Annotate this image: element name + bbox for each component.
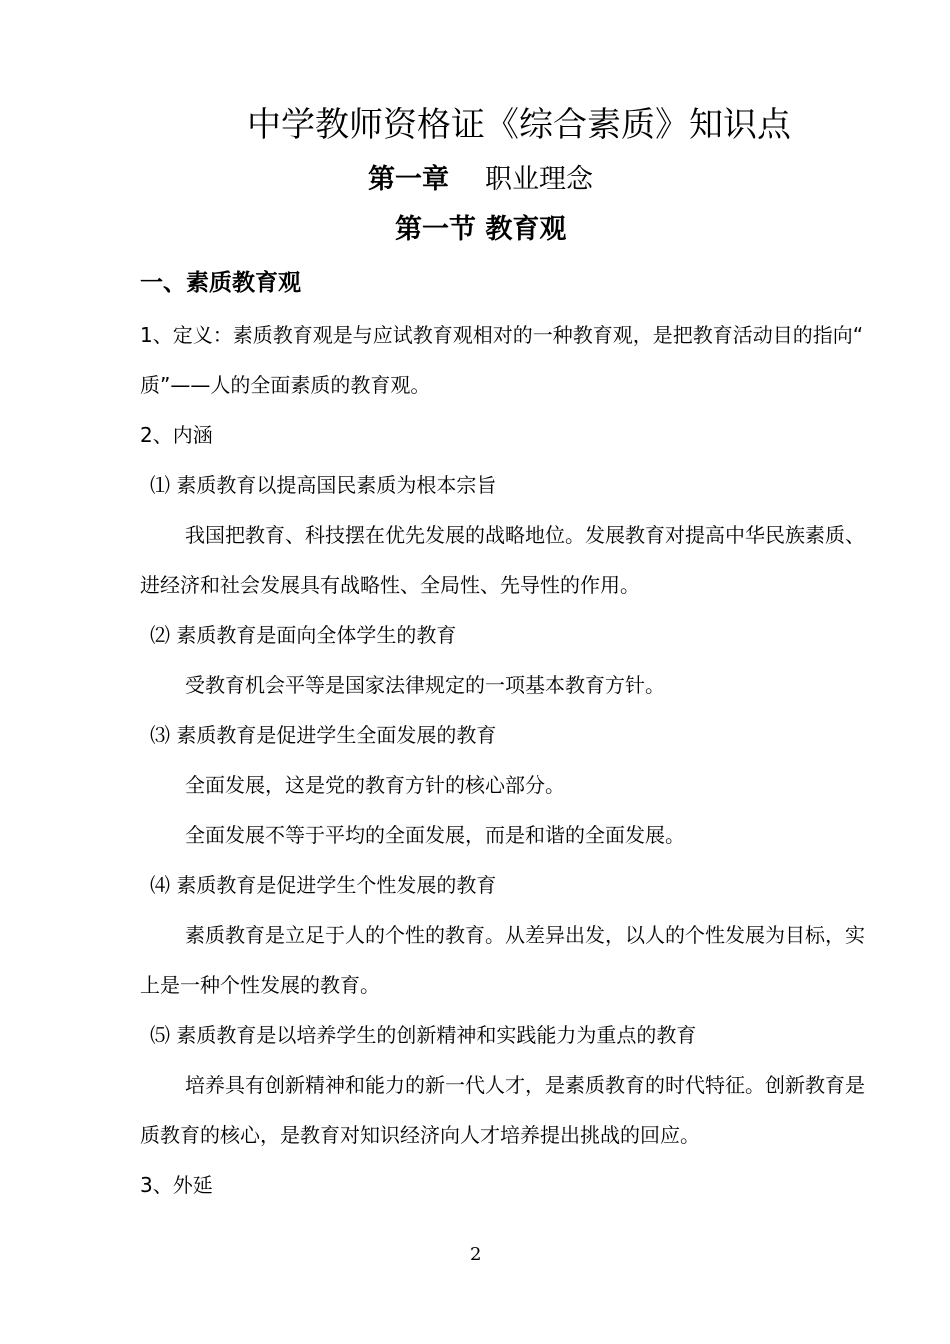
section-heading: 第一节 教育观 (395, 214, 567, 245)
paragraph-line: 我国把教育、科技摆在优先发展的战略地位。发展教育对提高中华民族素质、 (185, 523, 865, 547)
item-heading: ⑷ 素质教育是促进学生个性发展的教育 (150, 873, 497, 897)
item-heading: 3、外延 (140, 1173, 213, 1197)
paragraph-line: 全面发展，这是党的教育方针的核心部分。 (185, 773, 565, 797)
paragraph-line: 素质教育是立足于人的个性的教育。从差异出发，以人的个性发展为目标，实 (185, 923, 865, 947)
item-heading: 2、内涵 (140, 423, 213, 447)
item-heading: ⑴ 素质教育以提高国民素质为根本宗旨 (150, 473, 497, 497)
item-heading: ⑸ 素质教育是以培养学生的创新精神和实践能力为重点的教育 (150, 1023, 697, 1047)
paragraph-line: 进经济和社会发展具有战略性、全局性、先导性的作用。 (140, 573, 640, 597)
chapter-number: 第一章 (368, 164, 449, 195)
paragraph-line: 上是一种个性发展的教育。 (140, 973, 380, 997)
page-number: 2 (470, 1244, 482, 1265)
paragraph-line: 受教育机会平等是国家法律规定的一项基本教育方针。 (185, 673, 665, 697)
item-heading: ⑵ 素质教育是面向全体学生的教育 (150, 623, 457, 647)
paragraph-line: 培养具有创新精神和能力的新一代人才，是素质教育的时代特征。创新教育是 (185, 1073, 865, 1097)
document-title: 中学教师资格证《综合素质》知识点 (247, 105, 791, 145)
item-heading: ⑶ 素质教育是促进学生全面发展的教育 (150, 723, 497, 747)
chapter-heading (368, 163, 593, 197)
paragraph-line: 质”——人的全面素质的教育观。 (140, 373, 431, 397)
paragraph-line: 质教育的核心，是教育对知识经济向人才培养提出挑战的回应。 (140, 1123, 700, 1147)
paragraph-line: 1、定义：素质教育观是与应试教育观相对的一种教育观，是把教育活动目的指向“ (140, 323, 864, 347)
chapter-name: 职业理念 (485, 164, 593, 195)
paragraph-line: 全面发展不等于平均的全面发展，而是和谐的全面发展。 (185, 823, 685, 847)
subsection-heading: 一、素质教育观 (140, 270, 301, 296)
